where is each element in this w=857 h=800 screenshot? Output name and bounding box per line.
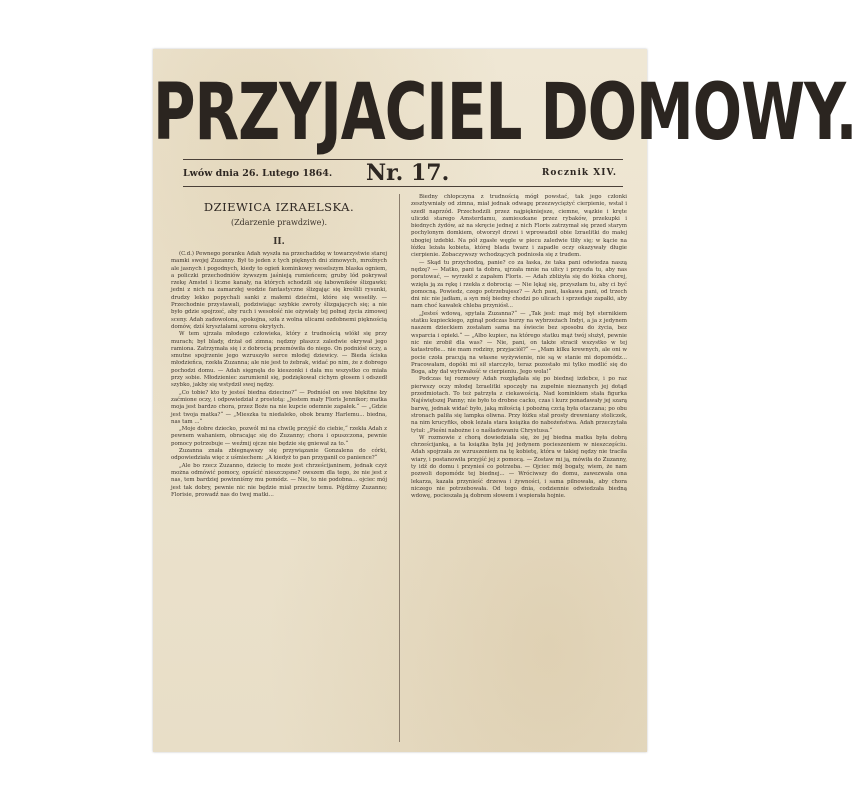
- paragraph: Zuzanna znała zbiegnąwszy się przywiązanie Gonzalena do córki, odpowiedziała więc z uśmiechem: „A kiedyż to pan przyganił co panience?“: [171, 448, 387, 462]
- left-column-text: [171, 251, 387, 499]
- masthead-title: PRZYJACIEL DOMOWY.: [153, 66, 857, 159]
- paragraph: „Co tobie? kto ty jesteś biedna dziecino?“ — Podniósł on swe błękitne łzy zaćmione oczy, i odpowiedział z prostotą: „Jestem mały Floris Jennikor; matka moja jest bardzo chora, przez Boże na nie kupcie odemnie zapałek.“ — „Gdzie jest twoja matka?“ — „Mieszka tu niedaleko, obok bramy Harlemu... biedna, nas tam ...“: [171, 389, 387, 425]
- article-title: DZIEWICA IZRAELSKA.: [203, 200, 355, 214]
- issue-number: Nr. 17.: [366, 160, 450, 186]
- paragraph: Podczas tej rozmowy Adah rozglądała się po biednej izdebce, i po raz pierwszy oczy młodej Izraelitki spoczęły na zupełnie nieznanych jej dotąd przedmiotach. To też patrzyła z ciekawością. Nad kominkiem stała figurka Najświętszej Panny; nie było to drobne cacko, czas i kurz ponadawały jej szarą barwę, jednak widać było, jaką miłością i pobożną czcią była otaczana; po obu stronach paliła się lampka oliwna. Przy łóżku stał prosty drewniany stoliczek, na nim krucyfiks, obok leżała stara książka do nabożeństwa. Adah przeczytała tytuł: „Pieśni nabożne i o naśladowaniu Chrystusa.“: [411, 376, 627, 434]
- paragraph: „Jesteś wdową, spytała Zuzanna?“ — „Tak jest: mąż mój był sternikiem statku kupieckiego, zginął podczas burzy na wybrzeżach Indyi, a ja z jedynem naszem dzieckiem zostałam sama na świecie bez sposobu do życia, bez wsparcia i opieki.“ — „Albo kupiec, na którego statku mąż twój służył, pewnie nic nie zrobił dla was? — Nie, pani, on także stracił wszystko w tej katastrofie... nie mam rodziny, przyjaciół?“ — „Mam kilku krewnych, ale oni w pocie czoła pracują na własne wyżywienie, nie są w stanie mi dopomódz... Pracowałam, dopóki mi sił starczyło, teraz pozostało mi tylko modlić się do Boga, aby dał wytrwałość w cierpieniu. Jego wola!“: [411, 310, 627, 376]
- issue-volume: Rocznik XIV.: [541, 168, 617, 178]
- paragraph: Biedny chłopczyna z trudnością mógł powstać, tak jego członki zesztywniały od zimna, miał jednak odwagę przezwyciężyć cierpienie, wstał i szedł naprzód. Przechodzili przez najpiękniejsze, ciemne, wązkie i kręte uliczki starego Amsterdamu, zamieszkane przez rybaków, przekupki i biednych żydów, aż na skręcie jednej z nich Floris zatrzymał się przed starym pochylonym domkiem, otworzył drzwi i wprowadził obie Izraelitki do małej ubogiej izdebki. Na pół zgasłe węgle w piecu zaledwie tliły się; w kącie na łóżku leżała kobieta, której blada twarz i zapadłe oczy okazywały długie cierpienie. Zobaczywszy wchodzących podniosła się z trudem.: [411, 194, 627, 259]
- header-rule-bottom: [183, 186, 623, 187]
- newspaper-page: [153, 49, 857, 752]
- issue-place-date: Lwów dnia 26. Lutego 1864.: [183, 168, 333, 179]
- paragraph: (C.d.) Pewnego poranku Adah wyszła na przechadzkę w towarzystwie starej mamki swojej Zuzanny. Był to jeden z tych pięknych dni zimowych, mroźnych ale jasnych i pogodnych, kiedy to ogień kominkowy weselszym blaska ogniem, a policzki przechodniów żywszym jaśnieją rumieńcem; gruby lód pokrywał rzekę Amstel i liczne kanały, na których schodzili się łabowników ślizgawki; jedni z nich na zamarzłej wodzie fantastyczne ślizgając się kreślili rysunki, drudzy lekko popychali sanki z małemi dziećmi, które się weseliły. — Przechodnie przystawali, podziwiając szybkie zwroty ślizgających się; a nie było gdzie spojrzeć, aby ruch i wesołość nie ożywiały tej pełnej życia zimowej sceny. Adah zadowolona, spokojna, szła z wolna ulicami ozdobnemi pięknością domów, dziś kryształami szronu okrytych.: [171, 251, 387, 330]
- left-column: [171, 194, 387, 742]
- right-column: [411, 194, 627, 742]
- column-divider: [399, 194, 400, 742]
- paragraph: — Skąd tu przychodzą, panie? co za łaska, że taka pani odwiedza naszą nędzę? — Matko, pani ta dobra, ujrzała mnie na ulicy i przyszła tu, aby nas poratować, — wyrzekł z zapałem Floris. — Adah zbliżyła się do łóżka chorej, wzięła ją za rękę i rzekła z dobrocią: — Nie lękaj się, przyszłam tu, aby ci być pomocną. Powiedz, czego potrzebujesz? — Ach pani, łaskawa pani, od trzech dni nic nie jadłam, a syn mój biedny chodzi po ulicach i sprzedaje zapałki, aby nam choć kawałek chleba przyniósł...: [411, 259, 627, 310]
- paragraph: W tem ujrzała młodego człowieka, który z trudnością wlókł się przy murach; był blady, drżał od zimna; nędzny płaszcz zaledwie okrywał jego ramiona. Zatrzymała się i z dobrocią przemówiła do niego. On podniósł oczy, a smutne spojrzenie jego wzruszyło serce młodej dziewicy. — Bieda ściska młodzieńca, rzekła Zuzanna; ale nie jest to żebrak, widać po nim, że z dobrego pochodzi domu. — Adah sięgnęła do kieszonki i dała mu wszystko co miała przy sobie. Młodzieniec zarumienił się, podziękował cichym głosem i odszedł szybko, jakby się wstydził swej nędzy.: [171, 331, 387, 389]
- paragraph: „Ale bo rzecz Zuzanno, dziecię to może jest chrześcijaninem, jednak czyż można odmówić pomocy, opuścić nieszczęsne? owszem dla tego, że nie jest z nas, tem bardziej powinniśmy mu pomódz. — Nie, to nie podobna... ojciec mój jest tak dobry, pewnie nic nie będzie miał przeciw temu. Pójdźmy Zuzanno; Florisie, prowadź nas do twej matki...: [171, 462, 387, 498]
- issue-info-line: [183, 162, 623, 184]
- right-column-text: [411, 194, 627, 500]
- paragraph: „Moje dobre dziecko, pozwól mi na chwilę przyjść do ciebie,“ rzekła Adah z pewnem wahaniem, obracając się do Zuzanny; chora i opuszczona, pewnie pomocy potrzebuje — weźmij ojcze nie będzie się gniewał za to.“: [171, 426, 387, 447]
- article-section-number: II.: [273, 237, 285, 247]
- paragraph: W rozmowie z chorą dowiedziała się, że jej biedna matka była dobrą chrześcijanką, a ta książka była jej jedynem pocieszeniem w nieszczęściu. Adah spojrzała ze wzruszeniem na tę kobietę, która w takiej nędzy nie traciła wiary, i postanowiła przyjść jej z pomocą. — Zostaw mi ją, mówiła do Zuzanny, ty idź do domu i przynieś co potrzeba. — Ojciec mój bogaty, wiem, że nam pozwoli dopomódz tej biednej... — Wróciwszy do domu, zawezwała ona lekarza, kazała przynieść drzewa i żywności, i sama pilnowała, aby chora niczego nie potrzebowała. Od tego dnia, codziennie odwiedzała biedną wdowę, pocieszała ją dobrem słowem i wspierała hojnie.: [411, 434, 627, 500]
- article-subtitle: (Zdarzenie prawdziwe).: [230, 218, 328, 227]
